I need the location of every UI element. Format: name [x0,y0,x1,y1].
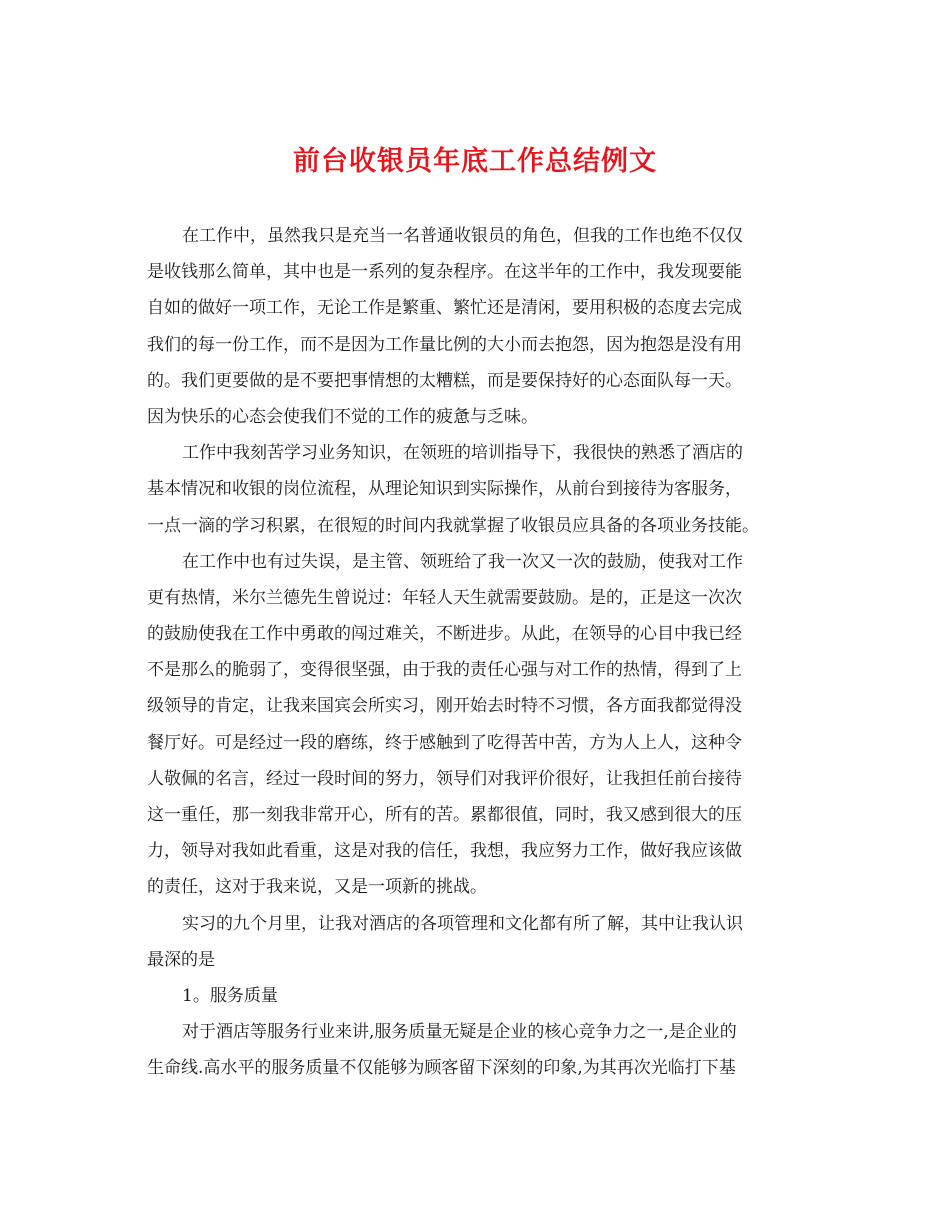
text-line: 的责任，这对于我来说，又是一项新的挑战。 [147,877,487,898]
text-line: 的鼓励使我在工作中勇敢的闯过难关，不断进步。从此，在领导的心目中我已经 [147,624,742,645]
text-line: 餐厅好。可是经过一段的磨练，终于感触到了吃得苦中苦，方为人上人，这种令 [147,732,742,753]
text-line: 我们的每一份工作，而不是因为工作量比例的大小而去抱怨，因为抱怨是没有用 [147,334,742,355]
text-line: 最深的是 [147,949,215,970]
document-title: 前台收银员年底工作总结例文 [293,146,657,177]
text-line: 这一重任，那一刻我非常开心，所有的苦。累都很值，同时，我又感到很大的压 [147,805,742,825]
text-line: 生命线.高水平的服务质量不仅能够为顾客留下深刻的印象,为其再次光临打下基 [147,1058,736,1079]
text-line: 不是那么的脆弱了，变得很坚强，由于我的责任心强与对工作的热情，得到了上 [147,660,742,681]
text-line: 更有热情，米尔兰德先生曾说过：年轻人天生就需要鼓励。是的，正是这一次次 [147,587,742,608]
text-line: 实习的九个月里，让我对酒店的各项管理和文化都有所了解，其中让我认识 [182,913,743,934]
text-line: 在工作中，虽然我只是充当一名普通收银员的角色，但我的工作也绝不仅仅 [182,226,743,246]
text-line: 因为快乐的心态会使我们不觉的工作的疲惫与乏味。 [147,406,538,427]
text-line: 级领导的肯定，让我来国宾会所实习，刚开始去时特不习惯，各方面我都觉得没 [147,696,742,717]
document-body [147,218,807,1087]
text-line: 自如的做好一项工作，无论工作是繁重、繁忙还是清闲，要用积极的态度去完成 [147,298,742,319]
text-line: 的。我们更要做的是不要把事情想的太糟糕，而是要保持好的心态面队每一天。 [147,370,742,391]
text-line: 一点一滴的学习积累，在很短的时间内我就掌握了收银员应具备的各项业务技能。 [147,515,759,536]
text-line: 人敬佩的名言，经过一段时间的努力，领导们对我评价很好，让我担任前台接待 [147,768,742,789]
text-line: 是收钱那么简单，其中也是一系列的复杂程序。在这半年的工作中，我发现要能 [147,262,742,283]
text-line: 力，领导对我如此看重，这是对我的信任，我想，我应努力工作，做好我应该做 [147,841,742,862]
text-line: 对于酒店等服务行业来讲,服务质量无疑是企业的核心竞争力之一,是企业的 [182,1022,737,1043]
text-line: 1。服务质量 [182,985,278,1006]
text-line: 在工作中也有过失误，是主管、领班给了我一次又一次的鼓励，使我对工作 [182,551,743,572]
text-line: 工作中我刻苦学习业务知识，在领班的培训指导下，我很快的熟悉了酒店的 [182,443,743,464]
text-line: 基本情况和收银的岗位流程，从理论知识到实际操作，从前台到接待为客服务， [147,479,742,500]
